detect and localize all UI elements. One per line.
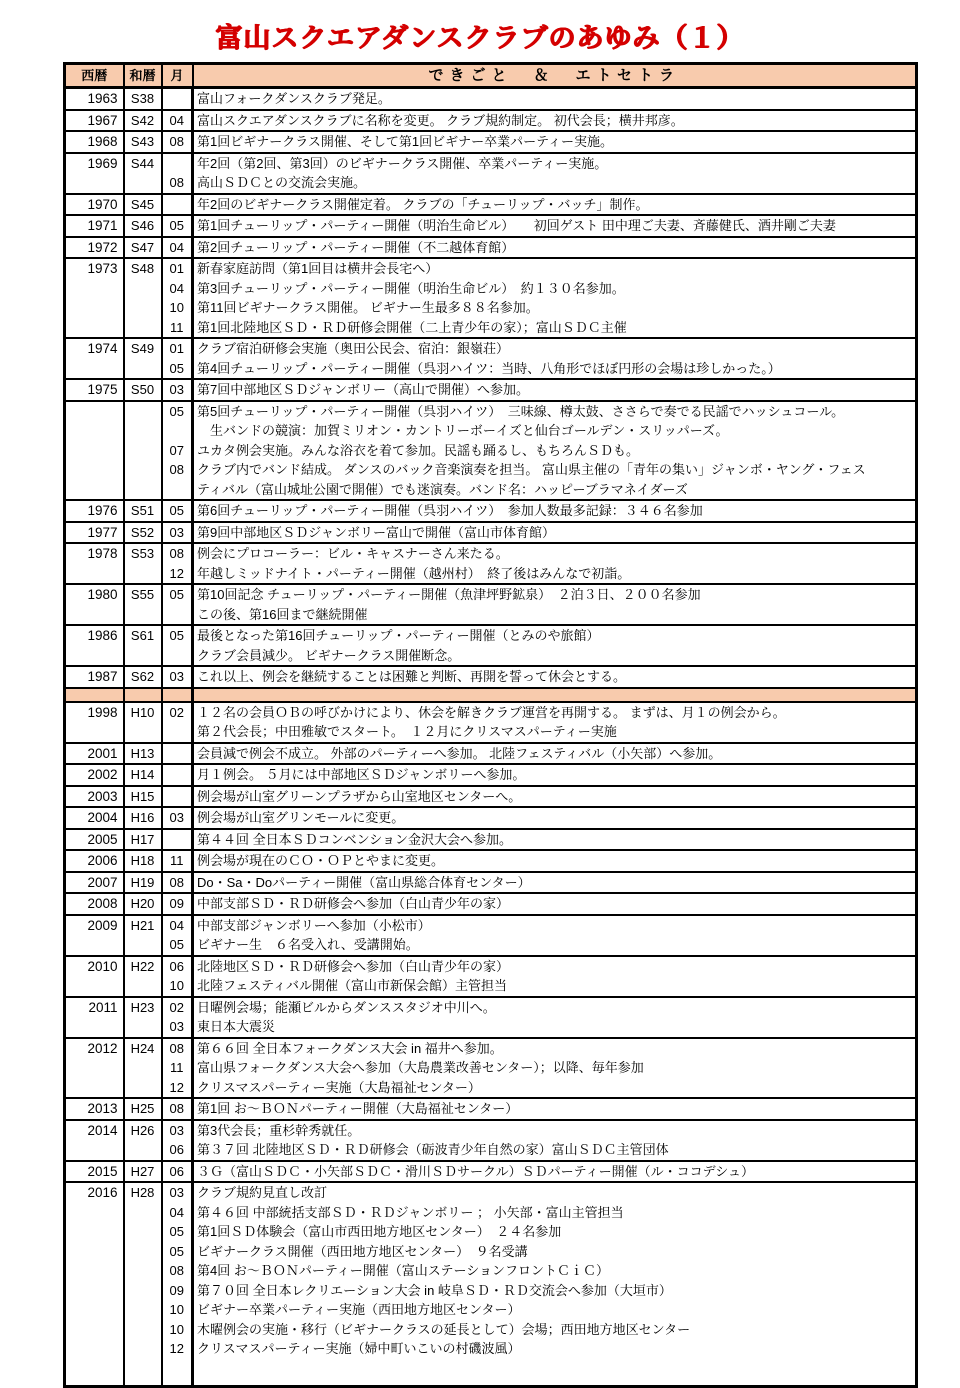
table-row xyxy=(65,88,917,110)
table-row xyxy=(65,379,917,401)
month-cell: 12 xyxy=(162,1339,193,1359)
table-row xyxy=(65,1038,917,1059)
table-row xyxy=(65,237,917,259)
table-row xyxy=(65,194,917,216)
event-cell: クリスマスパーティー実施（婦中町いこいの村磯波風） xyxy=(193,1339,917,1359)
year-cell: 2007 xyxy=(65,872,124,894)
event-cell: 第3代会長；重杉幹秀就任。 xyxy=(193,1120,917,1141)
event-cell: 第２代会長；中田雅敏でスタート。 １２月にクリスマスパーティー実施 xyxy=(193,722,917,743)
table-row xyxy=(65,153,917,174)
event-cell: 第5回チューリップ・パーティー開催（呉羽ハイツ） 三味線、樽太鼓、ささらで奏でる民謡でハッシュコール。 xyxy=(193,401,917,422)
event-cell: 中部支部ＳＤ・ＲＤ研修会へ参加（白山青少年の家） xyxy=(193,893,917,915)
month-cell: 04 xyxy=(162,279,193,299)
event-cell: 年2回（第2回、第3回）のビギナークラス開催、卒業パーティー実施。 xyxy=(193,153,917,174)
table-row xyxy=(65,215,917,237)
era-cell: S42 xyxy=(124,110,162,132)
table-row xyxy=(65,480,917,501)
table-row xyxy=(65,743,917,765)
event-cell: ３Ｇ（富山ＳＤＣ・小矢部ＳＤＣ・滑川ＳＤサークル）ＳＤパーティー開催（ル・ココデシュ） xyxy=(193,1161,917,1183)
table-row xyxy=(65,1017,917,1038)
era-cell: S51 xyxy=(124,500,162,522)
era-cell: H26 xyxy=(124,1120,162,1161)
month-cell: 12 xyxy=(162,1078,193,1099)
month-cell: 06 xyxy=(162,1161,193,1183)
month-cell: 02 xyxy=(162,702,193,723)
table-row xyxy=(65,1120,917,1141)
era-cell: H21 xyxy=(124,915,162,956)
year-cell: 2009 xyxy=(65,915,124,956)
table-row xyxy=(65,1161,917,1183)
era-cell: S43 xyxy=(124,131,162,153)
event-cell: 第10回記念 チューリップ・パーティー開催（魚津坪野鉱泉） ２泊３日、２００名参加 xyxy=(193,584,917,605)
event-cell: この後、第16回まで継続開催 xyxy=(193,605,917,626)
year-cell xyxy=(65,401,124,501)
month-cell: 05 xyxy=(162,1222,193,1242)
month-cell: 10 xyxy=(162,298,193,318)
era-cell: S47 xyxy=(124,237,162,259)
month-cell: 01 xyxy=(162,338,193,359)
era-cell: S48 xyxy=(124,258,162,338)
event-cell: 例会場が山室グリンモールに変更。 xyxy=(193,807,917,829)
era-cell: H27 xyxy=(124,1161,162,1183)
month-cell: 05 xyxy=(162,584,193,605)
table-row xyxy=(65,359,917,380)
event-cell: これ以上、例会を継続することは困難と判断、再開を誓って休会とする。 xyxy=(193,666,917,688)
event-cell: 最後となった第16回チューリップ・パーティー開催（とみのや旅館） xyxy=(193,625,917,646)
year-cell: 2005 xyxy=(65,829,124,851)
month-cell xyxy=(162,786,193,808)
event-cell: 第1回 お～ＢＯＮパーティー開催（大島福祉センター） xyxy=(193,1098,917,1120)
table-row xyxy=(65,401,917,422)
month-cell xyxy=(162,605,193,626)
month-cell: 03 xyxy=(162,1182,193,1203)
event-cell: 会員減で例会不成立。 外部のパーティーへ参加。 北陸フェスティバル（小矢部）へ参加。 xyxy=(193,743,917,765)
table-row xyxy=(65,1242,917,1262)
year-cell: 1969 xyxy=(65,153,124,194)
event-cell: クラブ内でバンド結成。 ダンスのバック音楽演奏を担当。 富山県主催の「青年の集い」ジャンボ・ヤング・フェス xyxy=(193,460,917,480)
month-cell xyxy=(162,764,193,786)
month-cell xyxy=(162,421,193,441)
era-cell: S55 xyxy=(124,584,162,625)
year-cell: 1980 xyxy=(65,584,124,625)
month-cell: 08 xyxy=(162,1261,193,1281)
table-row xyxy=(65,1359,917,1387)
event-cell: 第3回チューリップ・パーティー開催（明治生命ビル） 約１３０名参加。 xyxy=(193,279,917,299)
month-cell: 03 xyxy=(162,1017,193,1038)
event-cell: Do・Sa・Doパーティー開催（富山県総合体育センター） xyxy=(193,872,917,894)
page-title: 富山スクエアダンスクラブのあゆみ（１） xyxy=(215,23,745,53)
event-cell: 例会にプロコーラー：ビル・キャスナーさん来たる。 xyxy=(193,543,917,564)
month-cell: 07 xyxy=(162,441,193,461)
table-row xyxy=(65,1078,917,1099)
year-cell: 1976 xyxy=(65,500,124,522)
event-cell: クリスマスパーティー実施（大島福祉センター） xyxy=(193,1078,917,1099)
year-cell: 2014 xyxy=(65,1120,124,1161)
month-cell: 05 xyxy=(162,500,193,522)
table-row xyxy=(65,441,917,461)
era-cell: H22 xyxy=(124,956,162,997)
table-row xyxy=(65,543,917,564)
table-row xyxy=(65,460,917,480)
year-cell: 1973 xyxy=(65,258,124,338)
month-cell xyxy=(162,88,193,110)
table-row xyxy=(65,1320,917,1340)
month-cell xyxy=(162,688,193,702)
event-cell: 新春家庭訪問（第1回目は横井会長宅へ） xyxy=(193,258,917,279)
month-cell: 09 xyxy=(162,1281,193,1301)
header-row xyxy=(65,64,917,88)
month-cell: 04 xyxy=(162,915,193,936)
event-cell xyxy=(193,688,917,702)
era-cell: H17 xyxy=(124,829,162,851)
event-cell: ビギナークラス開催（西田地方地区センター） ９名受講 xyxy=(193,1242,917,1262)
month-cell xyxy=(162,480,193,501)
table-row xyxy=(65,1140,917,1161)
table-row xyxy=(65,1339,917,1359)
event-cell: 年越しミッドナイト・パーティー開催（越州村） 終了後はみんなで初詣。 xyxy=(193,564,917,585)
month-cell: 05 xyxy=(162,935,193,956)
month-cell xyxy=(162,722,193,743)
table-row xyxy=(65,997,917,1018)
header-month: 月 xyxy=(162,64,193,88)
era-cell: S49 xyxy=(124,338,162,379)
era-cell: H10 xyxy=(124,702,162,743)
month-cell: 05 xyxy=(162,359,193,380)
month-cell: 05 xyxy=(162,625,193,646)
era-cell: H25 xyxy=(124,1098,162,1120)
era-cell: H20 xyxy=(124,893,162,915)
month-cell: 05 xyxy=(162,401,193,422)
era-cell: S38 xyxy=(124,88,162,110)
year-cell: 2010 xyxy=(65,956,124,997)
event-cell: 例会場が現在のＣＯ・ＯＰとやまに変更。 xyxy=(193,850,917,872)
month-cell: 10 xyxy=(162,1320,193,1340)
month-cell: 06 xyxy=(162,1140,193,1161)
month-cell xyxy=(162,194,193,216)
year-cell: 1978 xyxy=(65,543,124,584)
month-cell: 08 xyxy=(162,131,193,153)
event-cell xyxy=(193,1359,917,1387)
month-cell: 11 xyxy=(162,1058,193,1078)
year-cell: 2015 xyxy=(65,1161,124,1183)
era-cell: S44 xyxy=(124,153,162,194)
event-cell: 第４４回 全日本ＳＤコンベンション金沢大会へ参加。 xyxy=(193,829,917,851)
table-row xyxy=(65,850,917,872)
event-cell: 第7回中部地区ＳＤジャンボリー（高山で開催）へ参加。 xyxy=(193,379,917,401)
year-cell: 1963 xyxy=(65,88,124,110)
month-cell: 08 xyxy=(162,1038,193,1059)
year-cell: 1968 xyxy=(65,131,124,153)
month-cell: 08 xyxy=(162,1098,193,1120)
year-cell: 1974 xyxy=(65,338,124,379)
era-cell: H28 xyxy=(124,1182,162,1387)
table-row xyxy=(65,646,917,667)
table-row xyxy=(65,318,917,339)
table-row xyxy=(65,1222,917,1242)
event-cell: 第４６回 中部統括支部ＳＤ・ＲＤジャンボリー ； 小矢部・富山主管担当 xyxy=(193,1203,917,1223)
era-cell xyxy=(124,688,162,702)
era-cell: H18 xyxy=(124,850,162,872)
table-row xyxy=(65,131,917,153)
year-cell: 1986 xyxy=(65,625,124,666)
table-row xyxy=(65,584,917,605)
era-cell: S52 xyxy=(124,522,162,544)
event-cell: 第1回ビギナークラス開催、そして第1回ビギナー卒業パーティー実施。 xyxy=(193,131,917,153)
table-row xyxy=(65,722,917,743)
era-cell: S53 xyxy=(124,543,162,584)
table-row xyxy=(65,976,917,997)
table-body xyxy=(65,88,917,1387)
month-cell: 08 xyxy=(162,872,193,894)
era-cell: H16 xyxy=(124,807,162,829)
month-cell: 08 xyxy=(162,460,193,480)
year-cell: 1972 xyxy=(65,237,124,259)
month-cell xyxy=(162,743,193,765)
event-cell: 富山スクエアダンスクラブに名称を変更。 クラブ規約制定。 初代会長；横井邦彦。 xyxy=(193,110,917,132)
table-row xyxy=(65,786,917,808)
month-cell xyxy=(162,646,193,667)
month-cell: 11 xyxy=(162,850,193,872)
table-row xyxy=(65,1300,917,1320)
table-row xyxy=(65,915,917,936)
event-cell: 第６６回 全日本フォークダンス大会 in 福井へ参加。 xyxy=(193,1038,917,1059)
table-row xyxy=(65,279,917,299)
month-cell: 09 xyxy=(162,893,193,915)
table-row xyxy=(65,1203,917,1223)
table-row xyxy=(65,829,917,851)
era-cell: H14 xyxy=(124,764,162,786)
table-row xyxy=(65,666,917,688)
event-cell: 北陸フェスティバル開催（富山市新保会館）主管担当 xyxy=(193,976,917,997)
table-row xyxy=(65,1182,917,1203)
year-cell: 2003 xyxy=(65,786,124,808)
year-cell: 1987 xyxy=(65,666,124,688)
event-cell: 第2回チューリップ・パーティー開催（不二越体育館） xyxy=(193,237,917,259)
table-row xyxy=(65,522,917,544)
event-cell: 第1回北陸地区ＳＤ・ＲＤ研修会開催（二上青少年の家）；富山ＳＤＣ主催 xyxy=(193,318,917,339)
month-cell: 03 xyxy=(162,522,193,544)
month-cell: 06 xyxy=(162,956,193,977)
table-row xyxy=(65,338,917,359)
month-cell: 04 xyxy=(162,237,193,259)
month-cell xyxy=(162,829,193,851)
event-cell: 第6回チューリップ・パーティー開催（呉羽ハイツ） 参加人数最多記録：３４６名参加 xyxy=(193,500,917,522)
table-row xyxy=(65,956,917,977)
era-cell: S62 xyxy=(124,666,162,688)
event-cell: 第4回 お～ＢＯＮパーティー開催（富山ステーションフロントＣｉＣ） xyxy=(193,1261,917,1281)
year-cell: 1977 xyxy=(65,522,124,544)
month-cell xyxy=(162,1359,193,1387)
table-row xyxy=(65,500,917,522)
era-cell: H24 xyxy=(124,1038,162,1099)
month-cell: 04 xyxy=(162,110,193,132)
table-row xyxy=(65,1058,917,1078)
table-row xyxy=(65,935,917,956)
event-cell: ユカタ例会実施。みんな浴衣を着て参加。民謡も踊るし、もちろんＳＤも。 xyxy=(193,441,917,461)
year-cell: 2013 xyxy=(65,1098,124,1120)
era-cell: H13 xyxy=(124,743,162,765)
table-header xyxy=(65,64,917,88)
table-row xyxy=(65,807,917,829)
header-year: 西暦 xyxy=(65,64,124,88)
month-cell: 05 xyxy=(162,215,193,237)
year-cell xyxy=(65,688,124,702)
month-cell: 10 xyxy=(162,1300,193,1320)
event-cell: 中部支部ジャンボリーへ参加（小松市） xyxy=(193,915,917,936)
event-cell: 富山フォークダンスクラブ発足。 xyxy=(193,88,917,110)
year-cell: 2012 xyxy=(65,1038,124,1099)
separator-row xyxy=(65,688,917,702)
month-cell: 01 xyxy=(162,258,193,279)
era-cell: H15 xyxy=(124,786,162,808)
era-cell: H23 xyxy=(124,997,162,1038)
event-cell: 第1回チューリップ・パーティー開催（明治生命ビル） 初回ゲスト 田中理ご夫妻、斉藤健氏、酒井剛ご夫妻 xyxy=(193,215,917,237)
event-cell: 北陸地区ＳＤ・ＲＤ研修会へ参加（白山青少年の家） xyxy=(193,956,917,977)
year-cell: 2002 xyxy=(65,764,124,786)
year-cell: 1971 xyxy=(65,215,124,237)
header-events: できごと ＆ エトセトラ xyxy=(193,64,917,88)
event-cell: 第11回ビギナークラス開催。 ビギナー生最多８８名参加。 xyxy=(193,298,917,318)
table-row xyxy=(65,298,917,318)
month-cell: 11 xyxy=(162,318,193,339)
event-cell: 例会場が山室グリーンプラザから山室地区センターへ。 xyxy=(193,786,917,808)
year-cell: 2004 xyxy=(65,807,124,829)
year-cell: 1970 xyxy=(65,194,124,216)
month-cell: 05 xyxy=(162,1242,193,1262)
era-cell: S45 xyxy=(124,194,162,216)
year-cell: 1998 xyxy=(65,702,124,743)
event-cell: 第３７回 北陸地区ＳＤ・ＲＤ研修会（砺波青少年自然の家）富山ＳＤＣ主管団体 xyxy=(193,1140,917,1161)
event-cell: クラブ会員減少。 ビギナークラス開催断念。 xyxy=(193,646,917,667)
table-row xyxy=(65,702,917,723)
year-cell: 2001 xyxy=(65,743,124,765)
table-row xyxy=(65,605,917,626)
event-cell: 年2回のビギナークラス開催定着。 クラブの「チューリップ・バッチ」制作。 xyxy=(193,194,917,216)
event-cell: 第9回中部地区ＳＤジャンボリー富山で開催（富山市体育館） xyxy=(193,522,917,544)
event-cell: ティバル（富山城址公園で開催）でも迷演奏。バンド名：ハッピーブラマネイダーズ xyxy=(193,480,917,501)
month-cell xyxy=(162,153,193,174)
event-cell: 高山ＳＤＣとの交流会実施。 xyxy=(193,173,917,194)
event-cell: クラブ規約見直し改訂 xyxy=(193,1182,917,1203)
table-row xyxy=(65,1261,917,1281)
event-cell: クラブ宿泊研修会実施（奥田公民会、宿泊：銀嶺荘） xyxy=(193,338,917,359)
year-cell: 2016 xyxy=(65,1182,124,1387)
month-cell: 12 xyxy=(162,564,193,585)
table-row xyxy=(65,1098,917,1120)
event-cell: 第７０回 全日本レクリエーション大会 in 岐阜ＳＤ・ＲＤ交流会へ参加（大垣市） xyxy=(193,1281,917,1301)
year-cell: 1975 xyxy=(65,379,124,401)
event-cell: １２名の会員ＯＢの呼びかけにより、休会を解きクラブ運営を再開する。 まずは、月１の例会から。 xyxy=(193,702,917,723)
era-cell: S50 xyxy=(124,379,162,401)
era-cell: S46 xyxy=(124,215,162,237)
month-cell: 03 xyxy=(162,379,193,401)
table-row xyxy=(65,893,917,915)
year-cell: 2011 xyxy=(65,997,124,1038)
table-row xyxy=(65,110,917,132)
month-cell: 08 xyxy=(162,543,193,564)
month-cell: 03 xyxy=(162,807,193,829)
era-cell xyxy=(124,401,162,501)
event-cell: 第1回ＳＤ体験会（富山市西田地方地区センター） ２４名参加 xyxy=(193,1222,917,1242)
year-cell: 2006 xyxy=(65,850,124,872)
event-cell: ビギナー生 ６名受入れ、受講開始。 xyxy=(193,935,917,956)
year-cell: 2008 xyxy=(65,893,124,915)
event-cell: 月１例会。 ５月には中部地区ＳＤジャンボリーへ参加。 xyxy=(193,764,917,786)
event-cell: 第4回チューリップ・パーティー開催（呉羽ハイツ：当時、八角形でほぼ円形の会場は珍しかった。） xyxy=(193,359,917,380)
month-cell: 03 xyxy=(162,666,193,688)
month-cell: 04 xyxy=(162,1203,193,1223)
table-row xyxy=(65,625,917,646)
month-cell: 10 xyxy=(162,976,193,997)
table-row xyxy=(65,564,917,585)
month-cell: 02 xyxy=(162,997,193,1018)
event-cell: 日曜例会場；能瀬ビルからダンススタジオ中川へ。 xyxy=(193,997,917,1018)
table-row xyxy=(65,421,917,441)
era-cell: H19 xyxy=(124,872,162,894)
month-cell: 03 xyxy=(162,1120,193,1141)
table-row xyxy=(65,173,917,194)
year-cell: 1967 xyxy=(65,110,124,132)
month-cell: 08 xyxy=(162,173,193,194)
table-row xyxy=(65,764,917,786)
era-cell: S61 xyxy=(124,625,162,666)
table-row xyxy=(65,258,917,279)
table-row xyxy=(65,1281,917,1301)
header-era: 和暦 xyxy=(124,64,162,88)
history-table xyxy=(63,62,918,1388)
event-cell: 東日本大震災 xyxy=(193,1017,917,1038)
event-cell: ビギナー卒業パーティー実施（西田地方地区センター） xyxy=(193,1300,917,1320)
event-cell: 生バンドの競演：加賀ミリオン・カントリーボーイズと仙台ゴールデン・スリッパーズ。 xyxy=(193,421,917,441)
table-row xyxy=(65,872,917,894)
event-cell: 木曜例会の実施・移行（ビギナークラスの延長として）会場；西田地方地区センター xyxy=(193,1320,917,1340)
event-cell: 富山県フォークダンス大会へ参加（大島農業改善センター）；以降、毎年参加 xyxy=(193,1058,917,1078)
